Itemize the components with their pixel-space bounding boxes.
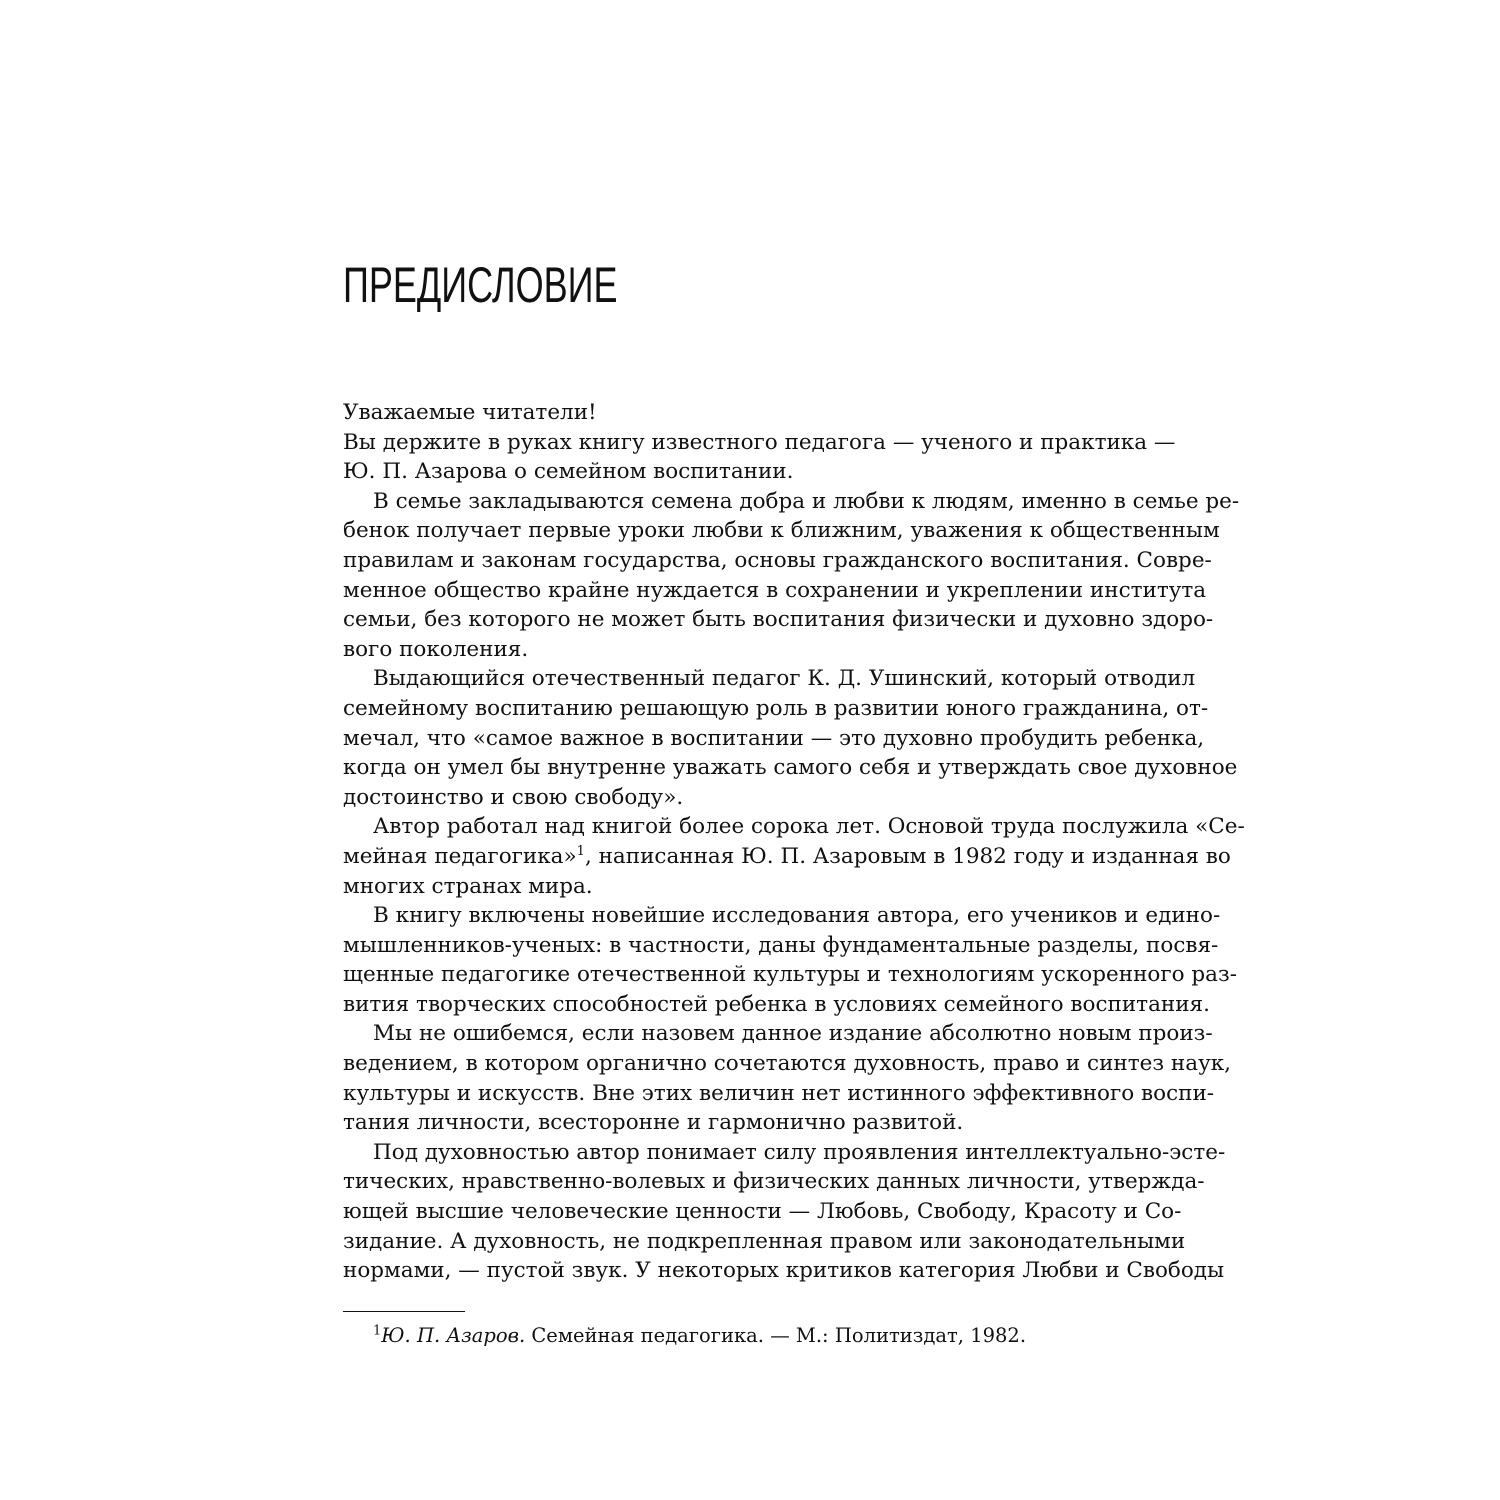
text-line xyxy=(343,842,1231,872)
text-line: В семье закладываются семена добра и любви к людям, именно в семье ре- xyxy=(373,488,1240,514)
text-line: мышленников-ученых: в частности, даны фундаментальные разделы, посвя- xyxy=(343,932,1219,958)
text-line: В книгу включены новейшие исследования автора, его учеников и едино- xyxy=(373,903,1221,929)
text-line: Автор работал над книгой более сорока лет. Основой труда послужила «Се- xyxy=(373,814,1245,840)
text-line: культуры и искусств. Вне этих величин нет истинного эффективного воспи- xyxy=(343,1080,1215,1106)
text-line: многих странах мира. xyxy=(343,873,593,899)
text-line: тания личности, всесторонне и гармонично развитой. xyxy=(343,1110,964,1136)
text-line: менное общество крайне нуждается в сохранении и укреплении института xyxy=(343,577,1207,603)
text-line: ведением, в котором органично сочетаются духовность, право и синтез наук, xyxy=(343,1051,1231,1077)
text-line: семьи, без которого не может быть воспитания физически и духовно здоро- xyxy=(343,607,1214,633)
text-fragment: , написанная Ю. П. Азаровым в 1982 году и изданная во xyxy=(584,843,1231,869)
footnote xyxy=(373,1322,1026,1350)
text-line: правилам и законам государства, основы гражданского воспитания. Совре- xyxy=(343,547,1212,573)
footnote-marker: 1 xyxy=(373,1323,382,1339)
text-line: Уважаемые читатели! xyxy=(343,400,597,425)
body-text xyxy=(343,398,1245,1286)
text-line: ющей высшие человеческие ценности — Любовь, Свободу, Красоту и Со- xyxy=(343,1199,1182,1225)
text-line: Выдающийся отечественный педагог К. Д. Ушинский, который отводил xyxy=(373,666,1196,692)
text-line: нормами, — пустой звук. У некоторых критиков категория Любви и Свободы xyxy=(343,1258,1225,1284)
footnote-text: Семейная педагогика. — М.: Политиздат, 1982. xyxy=(525,1324,1027,1347)
text-line: щенные педагогике отечественной культуры и технологиям ускоренного раз- xyxy=(343,962,1237,988)
footnote-ref[interactable]: 1 xyxy=(576,843,585,859)
text-line: Ю. П. Азарова о семейном воспитании. xyxy=(343,459,794,485)
text-line: достоинство и свою свободу». xyxy=(343,784,684,810)
text-line: зидание. А духовность, не подкрепленная правом или законодательными xyxy=(343,1228,1186,1254)
footnote-divider xyxy=(343,1311,465,1312)
text-line: вития творческих способностей ребенка в условиях семейного воспитания. xyxy=(343,991,1210,1017)
chapter-title: ПРЕДИСЛОВИЕ xyxy=(343,257,618,313)
text-line: Под духовностью автор понимает силу проявления интеллектуально-эсте- xyxy=(373,1139,1226,1165)
text-line: Вы держите в руках книгу известного педагога — ученого и практика — xyxy=(343,429,1176,455)
text-line: бенок получает первые уроки любви к ближним, уважения к общественным xyxy=(343,518,1220,544)
text-line: когда он умел бы внутренне уважать самого себя и утверждать свое духовное xyxy=(343,755,1238,781)
text-line: тических, нравственно-волевых и физических данных личности, утвержда- xyxy=(343,1169,1205,1195)
text-line: мечал, что «самое важное в воспитании — это духовно пробудить ребенка, xyxy=(343,725,1205,751)
text-line: Мы не ошибемся, если назовем данное издание абсолютно новым произ- xyxy=(373,1021,1213,1047)
text-line: семейному воспитанию решающую роль в развитии юного гражданина, от- xyxy=(343,695,1209,721)
text-line: вого поколения. xyxy=(343,636,529,662)
book-page xyxy=(343,0,1245,1500)
footnote-author: Ю. П. Азаров. xyxy=(381,1324,526,1347)
text-fragment: мейная педагогика» xyxy=(343,843,577,869)
